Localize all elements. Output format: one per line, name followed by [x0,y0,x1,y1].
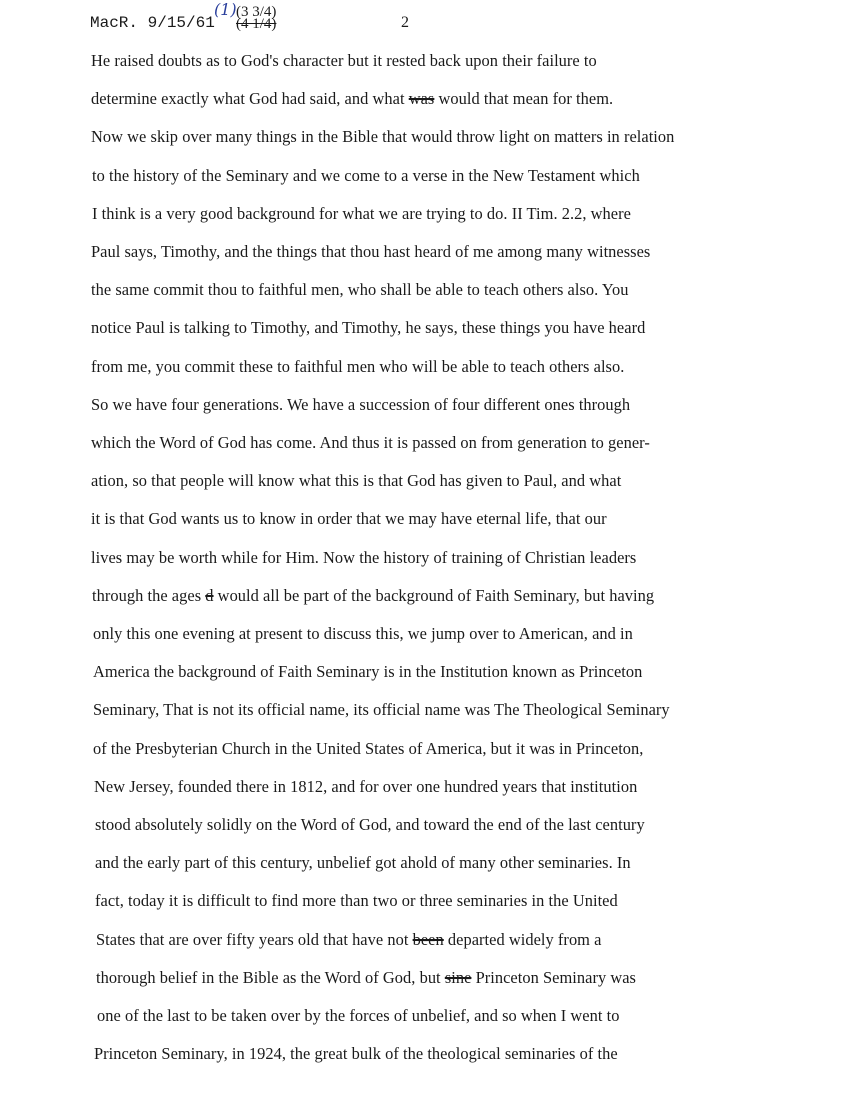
line-text: to the history of the Seminary and we come to a verse in the New Testament which [92,165,640,185]
text-line [91,509,607,529]
line-text: notice Paul is talking to Timothy, and Timothy, he says, these things you have heard [91,318,646,338]
line-text: So we have four generations. We have a succession of four different ones through [91,394,631,414]
text-line [91,280,629,300]
line-text: of the Presbyterian Church in the United States of America, but it was in Princeton, [93,738,644,758]
text-line [95,815,645,835]
text-line [93,624,633,644]
revised-length: (3 3/4) [236,4,277,20]
text-line [92,204,631,224]
struck-text: sine [444,967,472,987]
struck-text: been [412,929,444,949]
struck-text: d [205,585,214,605]
text-line [91,242,650,262]
line-text: and the early part of this century, unbelief got ahold of many other seminaries. In [95,853,631,873]
line-text: Now we skip over many things in the Bible that would throw light on matters in relation [91,127,675,147]
line-text: through the ages [92,585,206,605]
line-text: He raised doubts as to God's character but it rested back upon their failure to [91,51,597,70]
line-text: States that are over fifty years old that have not [96,929,413,949]
line-text: Seminary, That is not its official name, its official name was The Theological Seminary [93,700,670,720]
text-line [93,700,670,720]
text-line [96,930,601,950]
line-text: Princeton Seminary, in 1924, the great bulk of the theological seminaries of the [94,1044,618,1064]
text-line [91,548,636,568]
text-line [92,166,640,186]
struck-text: was [408,89,435,109]
text-line [94,1044,618,1064]
text-line [91,127,674,147]
text-line [91,51,597,71]
text-line [94,777,637,797]
line-text: would that mean for them. [434,89,614,109]
page-number: 2 [401,14,409,31]
text-line [97,1006,619,1026]
line-text: which the Word of God has come. And thus it is passed on from generation to gener- [91,433,650,452]
line-text: thorough belief in the Bible as the Word of God, but [96,967,445,987]
line-text: New Jersey, founded there in 1812, and for over one hundred years that institution [94,776,638,796]
text-line [91,433,650,453]
document-reference: MacR. 9/15/61 [90,14,215,32]
line-text: from me, you commit these to faithful men who will be able to teach others also. [91,356,625,376]
line-text: only this one evening at present to discuss this, we jump over to American, and in [93,624,633,643]
text-line [95,853,631,873]
line-text: one of the last to be taken over by the forces of unbelief, and so when I went to [97,1006,620,1025]
line-text: would all be part of the background of Faith Seminary, but having [213,585,655,605]
text-line [91,471,621,491]
line-text: stood absolutely solidly on the Word of God, and toward the end of the last century [95,815,645,834]
line-text: Paul says, Timothy, and the things that thou hast heard of me among many witnesses [91,242,651,261]
line-text: determine exactly what God had said, and what [91,89,409,109]
line-text: departed widely from a [443,929,602,949]
text-line [91,395,630,415]
text-line [96,968,636,988]
text-line [91,89,613,109]
line-text: ation, so that people will know what this is that God has given to Paul, and what [91,471,622,491]
line-text: I think is a very good background for what we are trying to do. II Tim. 2.2, where [92,203,631,223]
text-line [91,357,624,377]
text-line [92,586,654,606]
text-line [93,739,643,759]
text-line [95,891,618,911]
line-text: it is that God wants us to know in order that we may have eternal life, that our [91,509,607,529]
handwritten-mark: (1) [214,0,237,19]
line-text: lives may be worth while for Him. Now the history of training of Christian leaders [91,547,637,567]
line-text: fact, today it is difficult to find more than two or three seminaries in the United [95,891,618,911]
line-text: America the background of Faith Seminary is in the Institution known as Princeton [93,662,643,682]
struck-length: (4 1/4) [236,16,277,32]
text-line [91,318,645,338]
text-line [93,662,642,682]
line-text: the same commit thou to faithful men, who shall be able to teach others also. You [91,280,629,300]
line-text: Princeton Seminary was [471,967,636,987]
